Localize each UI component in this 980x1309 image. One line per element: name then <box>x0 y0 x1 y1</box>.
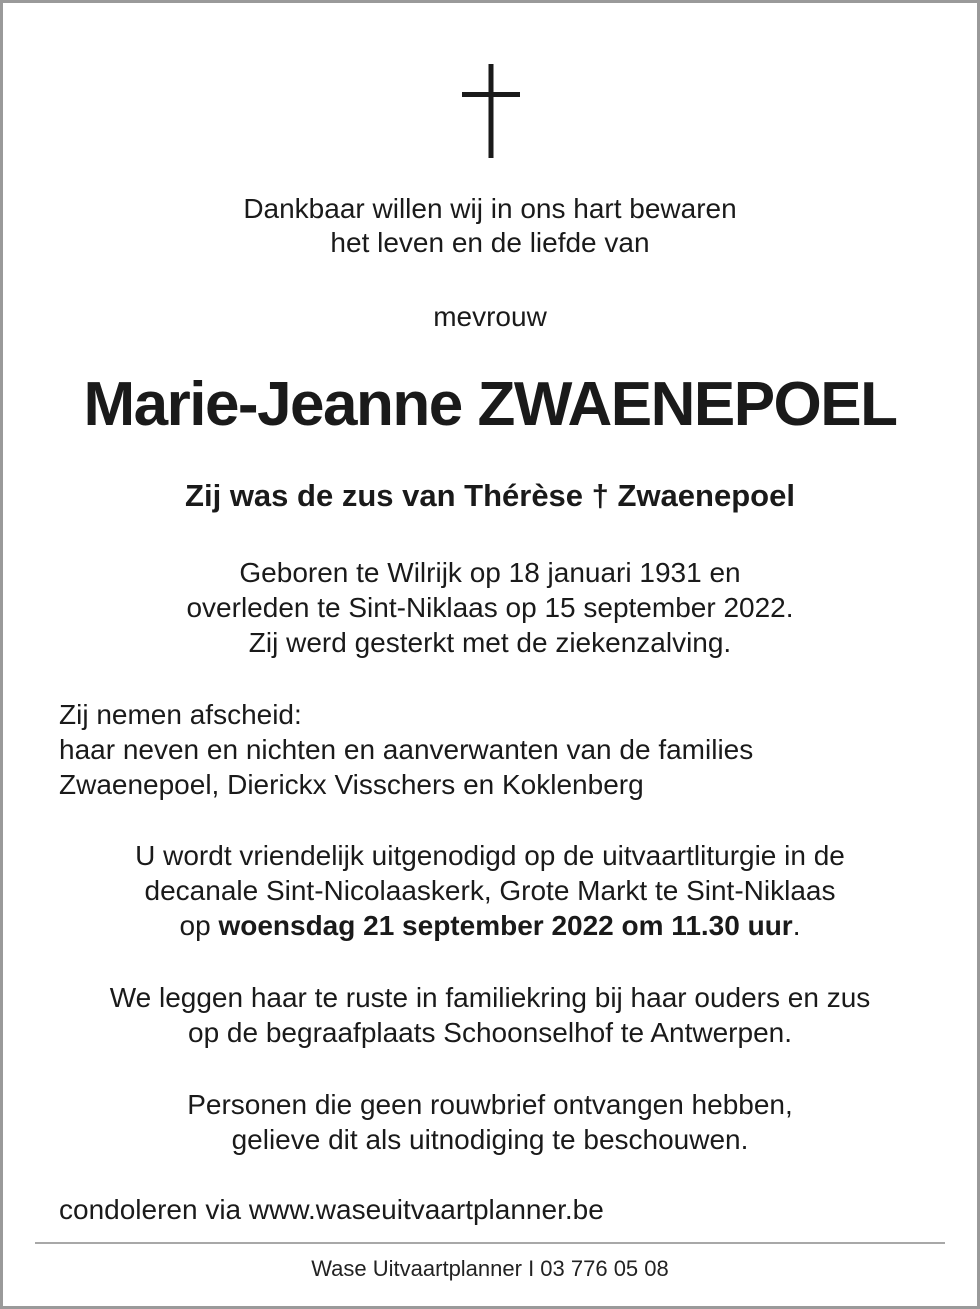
birth-line-1: Geboren te Wilrijk op 18 januari 1931 en <box>239 557 741 588</box>
funeral-line-1: U wordt vriendelijk uitgenodigd op de uitvaartliturgie in de <box>135 840 845 871</box>
burial-line-2: op de begraafplaats Schoonselhof te Antwerpen. <box>188 1017 792 1048</box>
invitation-line-2: gelieve dit als uitnodiging te beschouwen. <box>231 1124 749 1155</box>
deceased-name: Marie-Jeanne ZWAENEPOEL <box>83 370 897 439</box>
burial-line-1: We leggen haar te ruste in familiekring bij haar ouders en zus <box>109 982 871 1013</box>
funeral-prefix: op <box>179 910 219 941</box>
farewell-line-2: haar neven en nichten en aanverwanten van de families <box>59 734 754 765</box>
footer-divider <box>35 1242 945 1244</box>
farewell-line-1: Zij nemen afscheid: <box>59 699 302 730</box>
funeral-line-2: decanale Sint-Nicolaaskerk, Grote Markt te Sint-Niklaas <box>144 875 836 906</box>
cross-icon <box>462 64 520 158</box>
condolence-link[interactable]: condoleren via www.waseuitvaartplanner.be <box>59 1194 604 1225</box>
birth-line-2: overleden te Sint-Niklaas op 15 september 2022. <box>186 592 794 623</box>
title-word: mevrouw <box>433 301 547 332</box>
footer-contact: Wase Uitvaartplanner I 03 776 05 08 <box>311 1256 669 1281</box>
relation-line: Zij was de zus van Thérèse † Zwaenepoel <box>185 478 795 513</box>
invitation-line-1: Personen die geen rouwbrief ontvangen hebben, <box>187 1089 793 1120</box>
birth-line-3: Zij werd gesterkt met de ziekenzalving. <box>248 627 732 658</box>
funeral-datetime: woensdag 21 september 2022 om 11.30 uur <box>218 910 793 941</box>
intro-line-1: Dankbaar willen wij in ons hart bewaren <box>243 193 737 224</box>
funeral-suffix: . <box>792 910 801 941</box>
intro-line-2: het leven en de liefde van <box>330 227 650 258</box>
farewell-line-3: Zwaenepoel, Dierickx Visschers en Koklenberg <box>59 769 644 800</box>
funeral-line-3 <box>0 909 980 943</box>
